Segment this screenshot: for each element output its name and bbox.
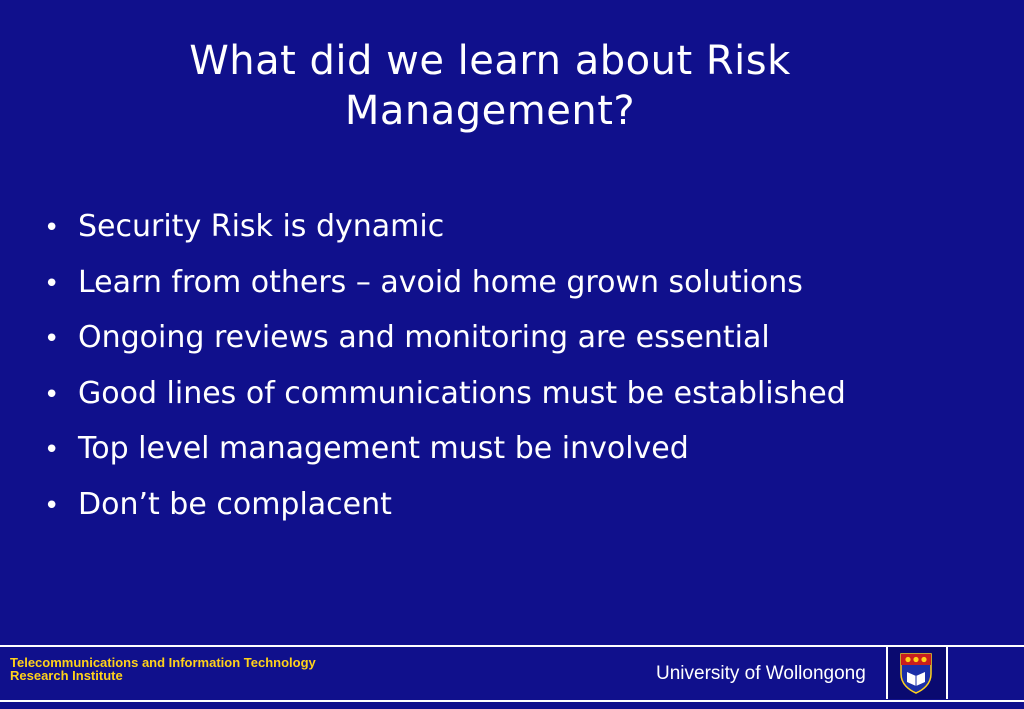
university-crest-icon <box>899 652 933 694</box>
bullet-text: Security Risk is dynamic <box>78 209 445 244</box>
bullet-item <box>44 311 846 367</box>
slide-title-line-2: Management? <box>344 88 636 134</box>
bullet-dot: • <box>44 213 60 243</box>
bullet-text: Ongoing reviews and monitoring are essential <box>78 320 770 355</box>
bullet-text: Don’t be complacent <box>78 486 392 522</box>
bullet-dot: • <box>44 435 60 465</box>
bullet-dot: • <box>44 324 60 354</box>
bullet-list <box>44 200 846 533</box>
bullet-item <box>44 200 846 256</box>
bullet-item <box>44 256 846 312</box>
university-name: University of Wollongong <box>656 663 866 684</box>
institute-name-line-2: Research Institute <box>10 668 123 683</box>
footer-divider-top <box>0 645 1024 647</box>
bullet-item <box>44 478 846 534</box>
slide-title-line-1: What did we learn about Risk <box>189 38 791 84</box>
bullet-item <box>44 422 846 478</box>
bullet-text: Learn from others – avoid home grown solutions <box>78 264 803 300</box>
footer-divider-bottom <box>0 700 1024 702</box>
bullet-dot: • <box>44 379 60 410</box>
bullet-text: Good lines of communications must be established <box>78 375 846 411</box>
slide-title <box>0 36 980 136</box>
bullet-dot: • <box>44 490 60 521</box>
bullet-item <box>44 367 846 423</box>
institute-name <box>10 656 316 682</box>
institute-name-line-1: Telecommunications and Information Technology <box>10 655 316 670</box>
bullet-text: Top level management must be involved <box>78 431 689 466</box>
university-crest-box <box>886 647 948 699</box>
bullet-dot: • <box>44 268 60 299</box>
